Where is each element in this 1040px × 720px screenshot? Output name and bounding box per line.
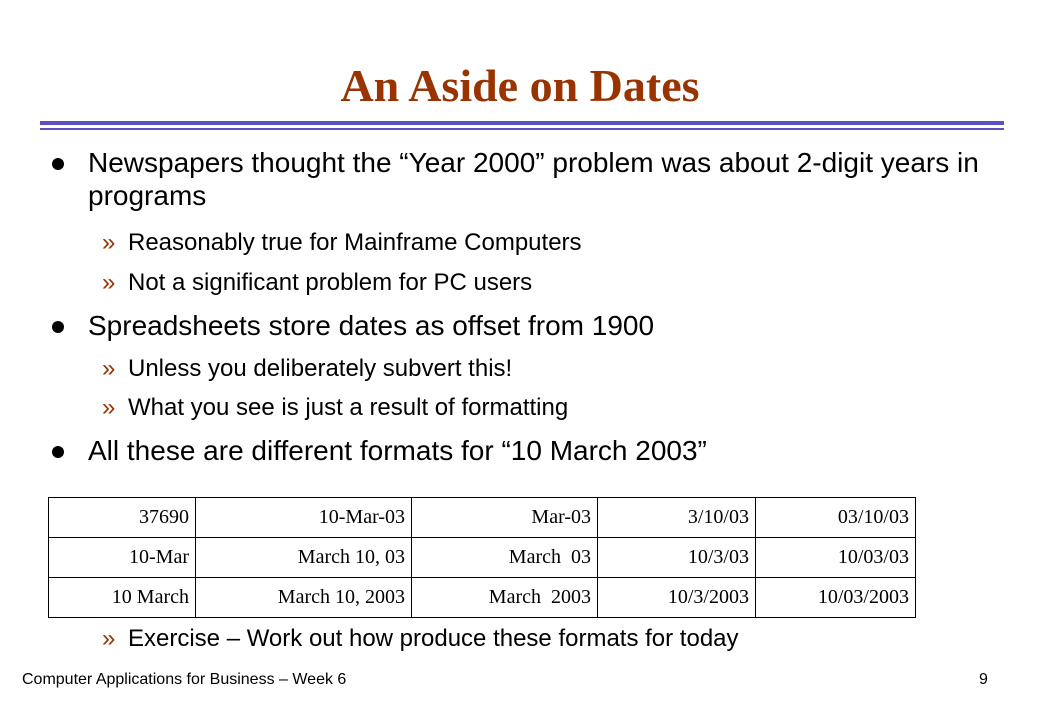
table-cell: 10 March [49,578,196,618]
sub-bullet-text: Unless you deliberately subvert this! [128,355,513,382]
table-row [49,498,916,538]
bullet-text: Spreadsheets store dates as offset from 1900 [88,310,655,341]
date-format-table [48,497,916,618]
sub-bullet-text: Reasonably true for Mainframe Computers [128,229,582,256]
table-cell: 3/10/03 [598,498,756,538]
table-cell: 03/10/03 [756,498,916,538]
bullet-dot-icon [52,158,64,170]
bullet-dot-icon [52,446,64,458]
table-cell: 10/3/2003 [598,578,756,618]
bullet-dot-icon [52,321,64,333]
page-number: 9 [979,671,988,688]
table-cell: 10-Mar [49,538,196,578]
sub-bullet-exercise [102,624,988,654]
sub-bullet-mainframe [102,228,988,258]
sub-bullet-marker-icon: » [102,625,116,652]
table-cell: 10/03/2003 [756,578,916,618]
table-row [49,538,916,578]
bullet-text: All these are different formats for “10 March 2003” [88,435,707,466]
bullet-y2k [88,146,988,212]
table-cell: March 10, 2003 [196,578,412,618]
table-cell: March 10, 03 [196,538,412,578]
sub-bullet-formatting [102,393,988,423]
table-cell: March 03 [412,538,598,578]
table-cell: 37690 [49,498,196,538]
sub-bullet-text: Exercise – Work out how produce these formats for today [128,625,739,652]
slide-title: An Aside on Dates [340,60,700,111]
table-cell: 10/3/03 [598,538,756,578]
sub-bullet-marker-icon: » [102,355,116,382]
sub-bullet-marker-icon: » [102,269,116,296]
table-cell: Mar-03 [412,498,598,538]
bullet-text: Newspapers thought the “Year 2000” problem was about 2-digit years in programs [88,147,979,211]
table-row [49,578,916,618]
sub-bullet-text: What you see is just a result of formatting [128,394,569,421]
sub-bullet-pc-users [102,268,988,298]
table-cell: 10-Mar-03 [196,498,412,538]
table-cell: March 2003 [412,578,598,618]
sub-bullet-marker-icon: » [102,229,116,256]
sub-bullet-text: Not a significant problem for PC users [128,269,533,296]
sub-bullet-marker-icon: » [102,394,116,421]
sub-bullet-subvert [102,354,988,384]
table-cell: 10/03/03 [756,538,916,578]
bullet-formats [88,434,988,467]
bullet-spreadsheets [88,309,988,342]
footer-course-label: Computer Applications for Business – Week 6 [22,671,347,688]
